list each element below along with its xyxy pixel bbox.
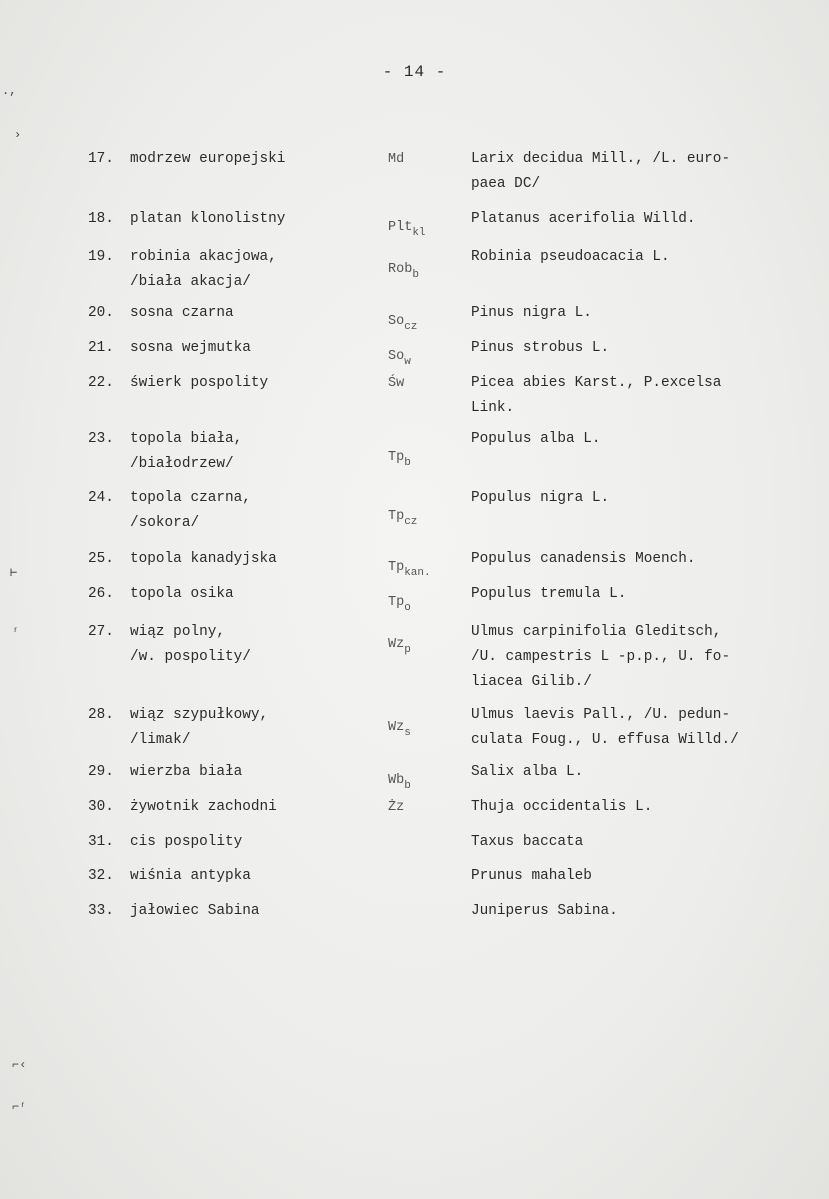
entry-number: 30. [88, 799, 114, 815]
entry-number: 19. [88, 249, 114, 265]
latin-name: Ulmus laevis Pall., /U. pedun- culata Foug., U. effusa Willd./ [471, 707, 739, 748]
abbreviation-base: Rob [388, 262, 413, 277]
abbreviation-base: Plt [388, 220, 413, 235]
polish-name: jałowiec Sabina [130, 903, 260, 919]
polish-name: wiąz polny, /w. pospolity/ [130, 624, 251, 665]
entry-number: 29. [88, 764, 114, 780]
entry-number: 21. [88, 340, 114, 356]
abbreviation-subscript: b [412, 269, 419, 281]
polish-name: wiśnia antypka [130, 868, 251, 884]
abbreviation [388, 257, 468, 288]
page-number: - 14 - [382, 63, 447, 81]
polish-name: topola osika [130, 586, 234, 602]
entry-number: 24. [88, 490, 114, 506]
entry-number: 23. [88, 431, 114, 447]
abbreviation [388, 215, 468, 246]
polish-name: żywotnik zachodni [130, 799, 277, 815]
abbreviation-base: Md [388, 152, 405, 167]
abbreviation [388, 445, 468, 476]
abbreviation-base: Wz [388, 720, 405, 735]
latin-name: Pinus nigra L. [471, 305, 592, 321]
latin-name: Populus tremula L. [471, 586, 627, 602]
abbreviation [388, 590, 468, 621]
abbreviation-subscript: p [404, 644, 411, 656]
polish-name: topola kanadyjska [130, 551, 277, 567]
entry-number: 31. [88, 834, 114, 850]
entry-number: 27. [88, 624, 114, 640]
polish-name: modrzew europejski [130, 151, 286, 167]
margin-mark: › [14, 128, 22, 142]
abbreviation-base: Tp [388, 560, 405, 575]
latin-name: Juniperus Sabina. [471, 903, 618, 919]
latin-name: Platanus acerifolia Willd. [471, 211, 696, 227]
abbreviation-base: Wz [388, 637, 405, 652]
margin-mark: ⌐‹ [12, 1058, 27, 1072]
abbreviation [388, 632, 468, 663]
latin-name: Prunus mahaleb [471, 868, 592, 884]
entry-number: 18. [88, 211, 114, 227]
latin-name: Robinia pseudoacacia L. [471, 249, 670, 265]
entry-number: 20. [88, 305, 114, 321]
margin-mark: ⌐ʳ [12, 1100, 27, 1114]
entry-number: 32. [88, 868, 114, 884]
latin-name: Populus canadensis Moench. [471, 551, 696, 567]
abbreviation-base: Żz [388, 800, 405, 815]
abbreviation-base: So [388, 314, 405, 329]
abbreviation [388, 504, 468, 535]
margin-mark: ., [2, 84, 17, 98]
abbreviation-base: Tp [388, 509, 405, 524]
abbreviation-subscript: o [404, 602, 411, 614]
abbreviation-base: So [388, 349, 405, 364]
latin-name: Picea abies Karst., P.excelsa Link. [471, 375, 722, 416]
latin-name: Salix alba L. [471, 764, 584, 780]
polish-name: świerk pospolity [130, 375, 269, 391]
polish-name: platan klonolistny [130, 211, 286, 227]
entry-number: 22. [88, 375, 114, 391]
abbreviation [388, 715, 468, 746]
polish-name: wiąz szypułkowy, /limak/ [130, 707, 269, 748]
margin-mark: ʳ [12, 625, 20, 639]
latin-name: Thuja occidentalis L. [471, 799, 653, 815]
abbreviation [388, 147, 468, 172]
abbreviation-subscript: kl [412, 227, 426, 239]
entry-number: 17. [88, 151, 114, 167]
abbreviation-subscript: cz [404, 321, 418, 333]
polish-name: cis pospolity [130, 834, 243, 850]
margin-mark: ⊢ [10, 566, 18, 580]
abbreviation-subscript: w [404, 356, 411, 368]
latin-name: Populus nigra L. [471, 490, 610, 506]
abbreviation-base: Tp [388, 595, 405, 610]
latin-name: Larix decidua Mill., /L. euro- paea DC/ [471, 151, 731, 192]
abbreviation [388, 371, 468, 396]
entry-number: 26. [88, 586, 114, 602]
entry-number: 28. [88, 707, 114, 723]
abbreviation-base: Św [388, 376, 405, 391]
latin-name: Ulmus carpinifolia Gleditsch, /U. campestris L -p.p., U. fo- liacea Gilib./ [471, 624, 731, 690]
entry-number: 33. [88, 903, 114, 919]
polish-name: sosna wejmutka [130, 340, 251, 356]
abbreviation-subscript: s [404, 727, 411, 739]
abbreviation-subscript: kan. [404, 567, 431, 579]
abbreviation [388, 795, 468, 820]
polish-name: sosna czarna [130, 305, 234, 321]
polish-name: wierzba biała [130, 764, 243, 780]
latin-name: Taxus baccata [471, 834, 584, 850]
polish-name: robinia akacjowa, /biała akacja/ [130, 249, 277, 290]
polish-name: topola biała, /białodrzew/ [130, 431, 243, 472]
abbreviation-base: Tp [388, 450, 405, 465]
abbreviation-subscript: cz [404, 516, 418, 528]
abbreviation-base: Wb [388, 773, 405, 788]
abbreviation-subscript: b [404, 457, 411, 469]
polish-name: topola czarna, /sokora/ [130, 490, 251, 531]
latin-name: Populus alba L. [471, 431, 601, 447]
entry-number: 25. [88, 551, 114, 567]
abbreviation-subscript: b [404, 780, 411, 792]
latin-name: Pinus strobus L. [471, 340, 610, 356]
